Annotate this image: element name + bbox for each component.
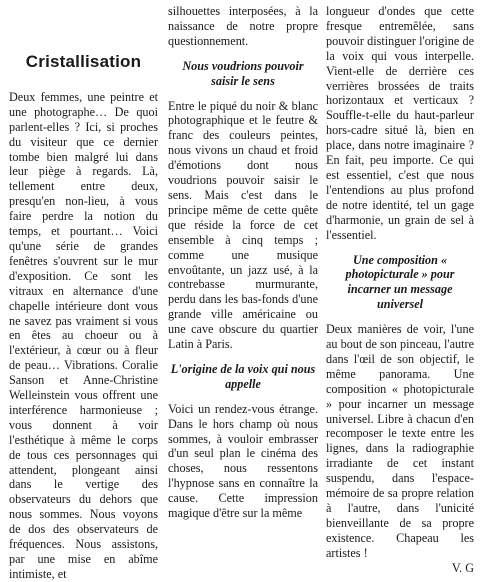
subheading-origine-de-la-voix: L'origine de la voix qui nous appelle [170,361,316,391]
paragraph-continuation: silhouettes interposées, à la naissance de notre propre questionnement. [168,4,318,48]
subheading-saisir-le-sens: Nous voudrions pouvoir saisir le sens [182,58,304,88]
paragraph-origine-de-la-voix: Voici un rendez-vous étrange. Dans le hors champ où nous sommes, à vouloir embrasser d'un seul plan le cinéma des choses, nous ressentons l'hypnose sans en connaître la cause. Cette impression magique d'être sur la même [168,401,318,521]
subheading-composition: Une composition « photopicturale » pour incarner un message universel [345,252,455,312]
column-3 [326,4,474,576]
author-signature: V. G [451,560,474,575]
paragraph-composition: Deux manières de voir, l'une au bout de son pinceau, l'autre dans l'œil de son objectif, le même panorama. Une composition « photopicturale » pour incarner un message universel. Libre à chacun d'en recomposer le texte entre les lignes, dans la radiographie irradiante de cet instant suspendu, dans l'espace-mémoire de sa propre relation à l'autre, dans l'unicité bienveillante de sa propre existence. Chapeau les artistes ! [326,322,474,560]
article-title: Cristallisation [25,52,142,71]
paragraph-longueur-d-ondes: longueur d'ondes que cette fresque entremêlée, sans pouvoir distinguer l'origine de la voix qui vous interpelle. Vient-elle de derrière ces verrières brossées de traits horizontaux et verticaux ? Souffle-t-elle du haut-parleur hors-cadre situé là, bien en place, dans notre imaginaire ? En fait, peu importe. Ce qui est essentiel, c'est que nous l'entendions au plus profond de notre identité, tel un gage d'harmonie, un grain de sel à l'essentiel. [326,4,474,242]
column-2 [168,4,318,521]
paragraph-intro: Deux femmes, une peintre et une photographe… De quoi parlent-elles ? Ici, si proches du visiteur que ce dernier tombe bien malgré lui dans leur piège à regards. Là, tellement entre deux, presqu'en non-lieu, à vous faire perdre la notion du temps, et pourtant… Voici qu'une série de grandes fenêtres s'ouvrent sur le mur d'exposition. Ce sont les vitraux en alternance d'une chapelle intérieure dont vous ne savez pas vraiment si vous en êtes au choeur ou à l'extérieur, à cœur ou à fleur de peau… Vibrations. Coralie Sanson et Anne-Christine Welleinstein vous offrent une interférence harmonieuse ; vous donnent à voir l'esthétique à même le corps de tous ces personnages qui attendent, plongeant ainsi dans le vertige des observateurs du dehors que nous sommes. Nous voyons de dos des observateurs de fréquences. Nous assistons, par une mise en abîme intimiste, et [9,89,158,581]
paragraph-saisir-le-sens: Entre le piqué du noir & blanc photographique et le feutre & franc des couleurs peintes, nous vivons un chaud et froid d'émotions dont nous voudrions pouvoir saisir le sens. Mais c'est dans le principe même de cette quête que réside la force de cet ensemble à cinq temps ; comme une musique envoûtante, un jazz usé, à la contrebasse murmurante, perdu dans les bas-fonds d'une grande ville américaine ou une cave obscure du quartier Latin à Paris. [168,98,318,352]
column-1 [9,4,158,582]
